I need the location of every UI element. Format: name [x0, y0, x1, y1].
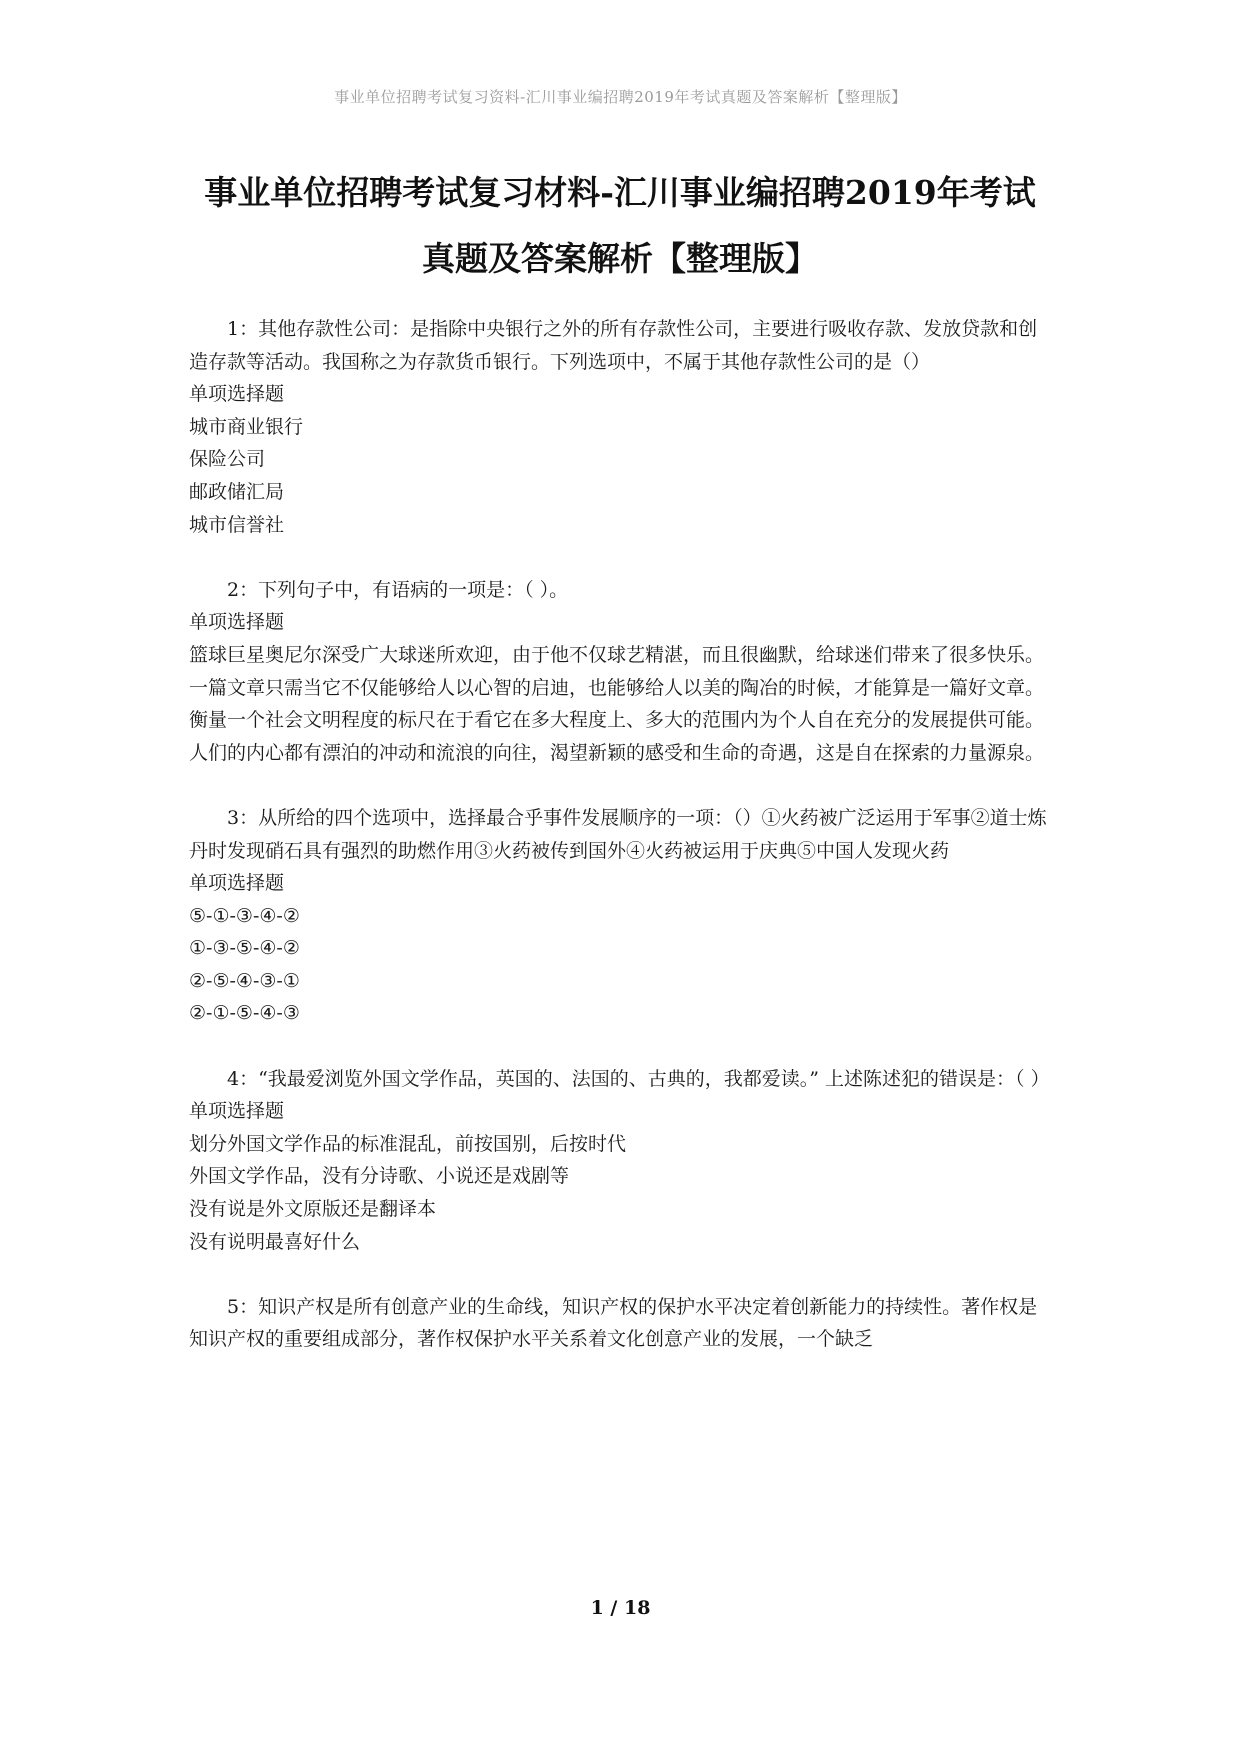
answer-option: 一篇文章只需当它不仅能够给人以心智的启迪，也能够给人以美的陶冶的时候，才能算是一篇好文章。: [189, 676, 1045, 699]
question-type: 单项选择题: [189, 1100, 285, 1123]
answer-option: 篮球巨星奥尼尔深受广大球迷所欢迎，由于他不仅球艺精湛，而且很幽默，给球迷们带来了很多快乐。: [189, 643, 1045, 666]
answer-option: 邮政储汇局: [189, 480, 285, 503]
question-2: [189, 574, 1054, 770]
question-stem: 1：其他存款性公司：是指除中央银行之外的所有存款性公司，主要进行吸收存款、发放贷款和创造存款等活动。我国称之为存款货币银行。下列选项中，不属于其他存款性公司的是（）: [189, 318, 1038, 373]
answer-option: ②-⑤-④-③-①: [189, 969, 300, 992]
question-stem: 3：从所给的四个选项中，选择最合乎事件发展顺序的一项：（）①火药被广泛运用于军事②道士炼丹时发现硝石具有强烈的助燃作用③火药被传到国外④火药被运用于庆典⑤中国人发现火药: [189, 806, 1047, 862]
running-header: 事业单位招聘考试复习资料-汇川事业编招聘2019年考试真题及答案解析【整理版】: [334, 88, 907, 106]
answer-option: 没有说是外文原版还是翻译本: [189, 1198, 437, 1221]
question-4: [189, 1063, 1054, 1259]
question-stem: 2：下列句子中，有语病的一项是：（ ）。: [227, 578, 569, 601]
question-type: 单项选择题: [189, 383, 285, 406]
page-indicator: 1 / 18: [590, 1597, 651, 1619]
answer-option: 外国文学作品，没有分诗歌、小说还是戏剧等: [189, 1165, 570, 1188]
title-line-2: 真题及答案解析【整理版】: [422, 239, 818, 278]
question-5: [189, 1291, 1054, 1356]
answer-option: ①-③-⑤-④-②: [189, 937, 300, 960]
answer-option: ⑤-①-③-④-②: [189, 904, 300, 927]
answer-option: 划分外国文学作品的标准混乱，前按国别，后按时代: [189, 1132, 627, 1155]
answer-option: 人们的内心都有漂泊的冲动和流浪的向往，渴望新颖的感受和生命的奇遇，这是自在探索的力量源泉。: [189, 741, 1045, 764]
answer-option: 衡量一个社会文明程度的标尺在于看它在多大程度上、多大的范围内为个人自在充分的发展提供可能。: [189, 709, 1045, 732]
answer-option: 城市信誉社: [189, 513, 285, 536]
title-line-1: 事业单位招聘考试复习材料-汇川事业编招聘2019年考试: [204, 173, 1036, 212]
answer-option: 保险公司: [189, 448, 266, 471]
question-1: [189, 313, 1054, 541]
question-type: 单项选择题: [189, 872, 285, 895]
document-title: [150, 160, 1090, 292]
question-stem: 5：知识产权是所有创意产业的生命线，知识产权的保护水平决定着创新能力的持续性。著作权是知识产权的重要组成部分，著作权保护水平关系着文化创意产业的发展，一个缺乏: [189, 1295, 1038, 1351]
answer-option: 城市商业银行: [189, 415, 304, 438]
question-stem: 4：“我最爱浏览外国文学作品，英国的、法国的、古典的，我都爱读。” 上述陈述犯的错误是：（ ）: [227, 1067, 1050, 1090]
answer-option: 没有说明最喜好什么: [189, 1230, 361, 1253]
question-3: [189, 802, 1054, 1030]
question-type: 单项选择题: [189, 611, 285, 634]
answer-option: ②-①-⑤-④-③: [189, 1002, 300, 1025]
question-list: [189, 313, 1054, 1389]
